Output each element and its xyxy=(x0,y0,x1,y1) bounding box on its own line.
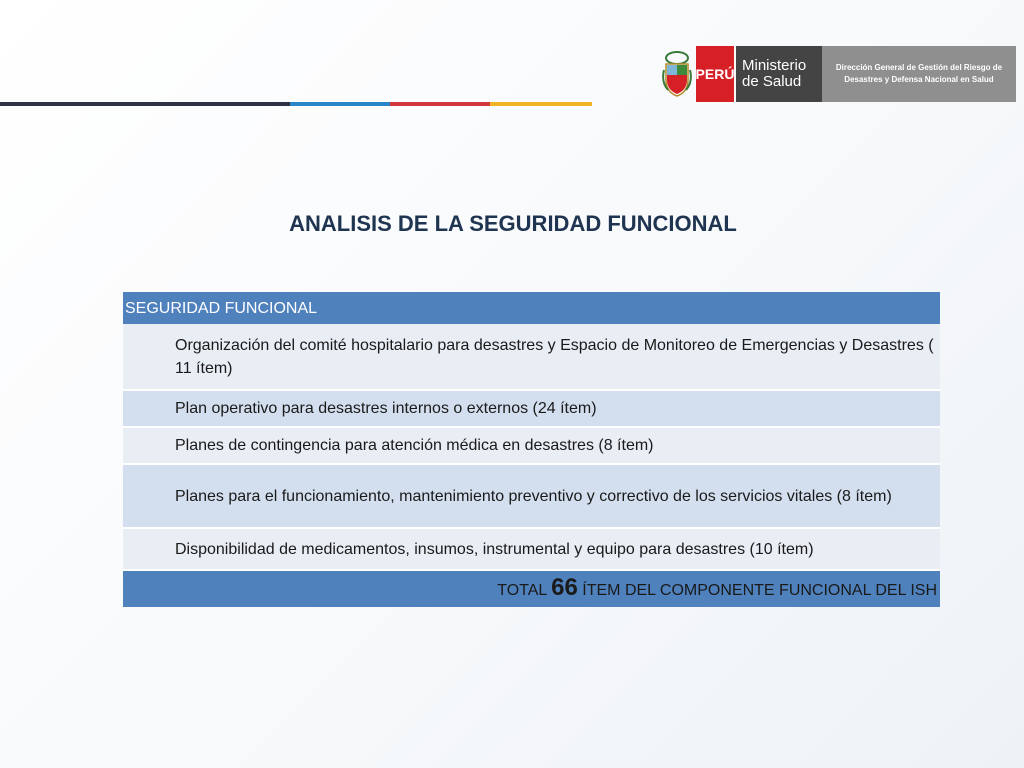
table-row xyxy=(123,427,940,464)
table-row xyxy=(123,390,940,427)
table-row xyxy=(123,324,940,390)
table-row xyxy=(123,464,940,528)
header-color-stripe xyxy=(0,102,592,106)
seguridad-funcional-table xyxy=(123,292,940,607)
page-title-text: ANALISIS DE LA SEGURIDAD FUNCIONAL xyxy=(289,211,737,236)
total-prefix: TOTAL xyxy=(497,582,552,599)
table-cell: Organización del comité hospitalario para desastres y Espacio de Monitoreo de Emergencias y Desastres ( 11 ítem) xyxy=(123,324,940,390)
total-suffix: ÍTEM DEL COMPONENTE FUNCIONAL DEL ISH xyxy=(577,582,937,599)
ministerio-line1: Ministerio xyxy=(742,57,807,74)
table-header: SEGURIDAD FUNCIONAL xyxy=(123,292,940,324)
coat-of-arms-icon xyxy=(660,46,694,102)
table-row xyxy=(123,528,940,570)
ministry-logo xyxy=(660,46,826,102)
table-cell: Disponibilidad de medicamentos, insumos, instrumental y equipo para desastres (10 ítem) xyxy=(123,528,940,570)
page-title xyxy=(0,211,1024,237)
peru-label: PERÚ xyxy=(696,46,734,102)
ministerio-line2: de Salud xyxy=(742,73,802,90)
stripe-navy xyxy=(0,102,290,106)
stripe-red xyxy=(390,102,490,106)
table-total-row xyxy=(123,570,940,607)
stripe-yellow xyxy=(490,102,592,106)
ministerio-label xyxy=(736,46,826,102)
table-cell: Planes de contingencia para atención médica en desastres (8 ítem) xyxy=(123,427,940,464)
table-cell: Plan operativo para desastres internos o externos (24 ítem) xyxy=(123,390,940,427)
table-header-row xyxy=(123,292,940,324)
total-value: 66 xyxy=(551,574,578,601)
direccion-general-label: Dirección General de Gestión del Riesgo de Desastres y Defensa Nacional en Salud xyxy=(822,46,1016,102)
table-cell: Planes para el funcionamiento, mantenimiento preventivo y correctivo de los servicios vitales (8 ítem) xyxy=(123,464,940,528)
stripe-blue xyxy=(290,102,390,106)
table-total-cell xyxy=(123,570,940,607)
